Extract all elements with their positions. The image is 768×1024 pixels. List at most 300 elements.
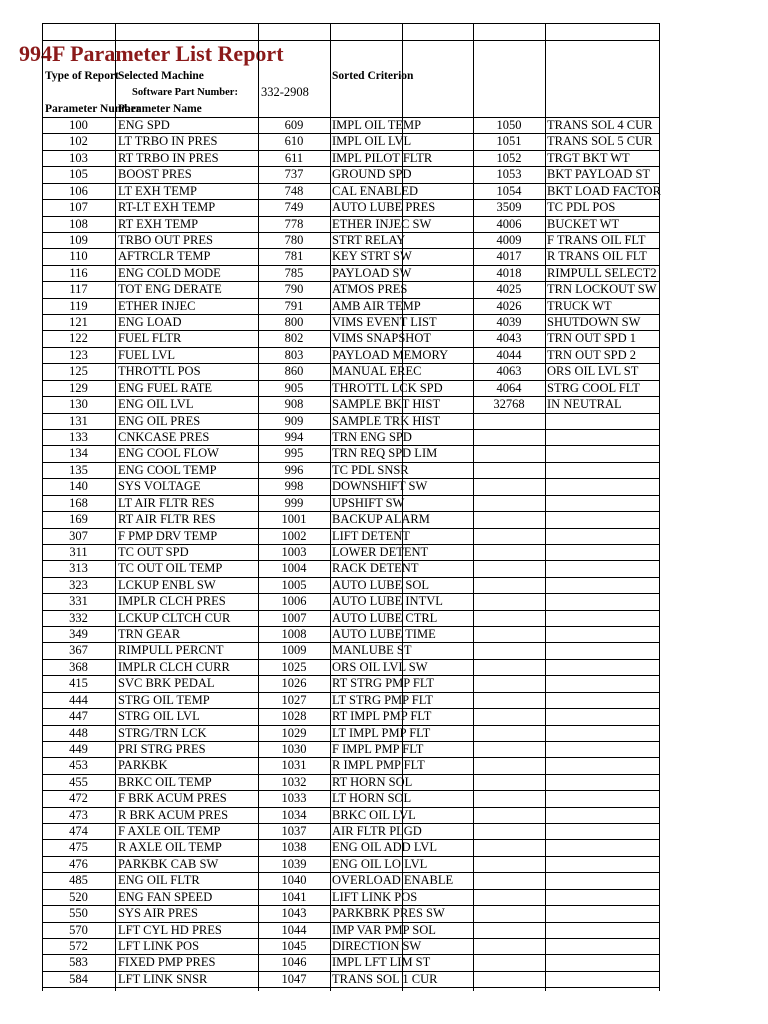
parameter-name: VIMS EVENT LIST [332, 315, 437, 329]
parameter-name: IMPL PILOT FLTR [332, 151, 433, 165]
parameter-name: ATMOS PRES [332, 282, 408, 296]
parameter-number: 610 [284, 134, 304, 148]
parameter-number: 108 [69, 217, 88, 231]
parameter-name: F AXLE OIL TEMP [118, 824, 221, 838]
parameter-name: AUTO LUBE PRES [332, 200, 436, 214]
parameter-number: 1028 [281, 709, 307, 723]
parameter-name: TRUCK WT [547, 299, 612, 313]
parameter-name: RT HORN SOL [332, 775, 413, 789]
report-title: 994F Parameter List Report [19, 41, 284, 66]
parameter-name: MANUAL EREC [332, 364, 422, 378]
parameter-name: F BRK ACUM PRES [118, 791, 227, 805]
parameter-name: LIFT DETENT [332, 529, 410, 543]
sorted-criterion-label: Sorted Criterion [332, 70, 414, 82]
grid-hline [42, 314, 659, 315]
parameter-number: 100 [69, 118, 88, 132]
grid-hline [42, 610, 659, 611]
grid-hline [42, 987, 659, 988]
parameter-number: 994 [284, 430, 304, 444]
parameter-name: PARKBK [118, 758, 168, 772]
parameter-name: F IMPL PMP FLT [332, 742, 424, 756]
parameter-name: TRN ENG SPD [332, 430, 412, 444]
grid-hline [42, 790, 659, 791]
parameter-number: 4064 [496, 381, 522, 395]
grid-hline [42, 741, 659, 742]
parameter-number: 133 [69, 430, 88, 444]
parameter-name: LOWER DETENT [332, 545, 429, 559]
parameter-number: 332 [69, 611, 88, 625]
parameter-number: 1033 [281, 791, 307, 805]
grid-hline [42, 445, 659, 446]
grid-hline [42, 199, 659, 200]
parameter-name: LT EXH TEMP [118, 184, 197, 198]
parameter-name: STRT RELAY [332, 233, 406, 247]
grid-hline [42, 954, 659, 955]
parameter-number: 4025 [496, 282, 522, 296]
parameter-name: ENG OIL LVL [118, 397, 194, 411]
parameter-name: MANLUBE ST [332, 643, 412, 657]
grid-hline [42, 905, 659, 906]
parameter-name: RIMPULL SELECT2 [547, 266, 657, 280]
parameter-name: AMB AIR TEMP [332, 299, 421, 313]
parameter-name: IMP VAR PMP SOL [332, 923, 436, 937]
parameter-name: CNKCASE PRES [118, 430, 210, 444]
parameter-number: 905 [284, 381, 304, 395]
parameter-number: 1006 [281, 594, 307, 608]
parameter-name: IMPL OIL TEMP [332, 118, 422, 132]
parameter-number: 1043 [281, 906, 307, 920]
parameter-number: 520 [69, 890, 88, 904]
grid-hline [42, 216, 659, 217]
parameter-number: 313 [69, 561, 88, 575]
parameter-name: TOT ENG DERATE [118, 282, 222, 296]
parameter-name: TC PDL POS [547, 200, 616, 214]
parameter-name: KEY STRT SW [332, 249, 412, 263]
parameter-number: 121 [69, 315, 88, 329]
parameter-number: 485 [69, 873, 88, 887]
parameter-number: 1008 [281, 627, 307, 641]
parameter-number: 1045 [281, 939, 307, 953]
grid-hline [42, 462, 659, 463]
parameter-name: DOWNSHIFT SW [332, 479, 428, 493]
parameter-number: 134 [69, 446, 88, 460]
parameter-name: LT HORN SOL [332, 791, 412, 805]
grid-vline [659, 23, 660, 991]
parameter-name: AFTRCLR TEMP [118, 249, 211, 263]
parameter-number: 331 [69, 594, 88, 608]
parameter-number: 800 [284, 315, 304, 329]
parameter-number: 135 [69, 463, 88, 477]
parameter-number: 323 [69, 578, 88, 592]
parameter-number: 32768 [493, 397, 525, 411]
parameter-number: 785 [284, 266, 304, 280]
parameter-name: LIFT LINK POS [332, 890, 418, 904]
parameter-number: 1053 [496, 167, 522, 181]
grid-hline [42, 757, 659, 758]
parameter-name: THROTTL LCK SPD [332, 381, 443, 395]
grid-hline [42, 626, 659, 627]
parameter-name: FIXED PMP PRES [118, 955, 216, 969]
grid-hline [42, 560, 659, 561]
parameter-number: 1040 [281, 873, 307, 887]
parameter-number: 415 [69, 676, 88, 690]
parameter-name: R TRANS OIL FLT [547, 249, 647, 263]
parameter-number: 1032 [281, 775, 307, 789]
parameter-number: 790 [284, 282, 304, 296]
grid-hline [42, 872, 659, 873]
parameter-name: ENG OIL PRES [118, 414, 201, 428]
parameter-name: LFT CYL HD PRES [118, 923, 222, 937]
grid-hline [42, 133, 659, 134]
parameter-number: 1039 [281, 857, 307, 871]
parameter-name: TRANS SOL 4 CUR [547, 118, 653, 132]
parameter-name: LT IMPL PMP FLT [332, 726, 431, 740]
parameter-number: 368 [69, 660, 88, 674]
parameter-name: SYS AIR PRES [118, 906, 198, 920]
parameter-name: VIMS SNAPSHOT [332, 331, 431, 345]
parameter-number: 1038 [281, 840, 307, 854]
parameter-name: FUEL FLTR [118, 331, 182, 345]
parameter-name: PARKBK CAB SW [118, 857, 219, 871]
parameter-number: 474 [69, 824, 88, 838]
parameter-number: 447 [69, 709, 88, 723]
grid-hline [42, 675, 659, 676]
grid-hline [42, 478, 659, 479]
parameter-number: 1029 [281, 726, 307, 740]
parameter-name: THROTTL POS [118, 364, 201, 378]
parameter-name: PRI STRG PRES [118, 742, 206, 756]
parameter-number: 737 [284, 167, 304, 181]
parameter-number: 1004 [281, 561, 307, 575]
parameter-number: 311 [69, 545, 88, 559]
parameter-number: 1030 [281, 742, 307, 756]
parameter-number: 448 [69, 726, 88, 740]
parameter-name: AUTO LUBE INTVL [332, 594, 443, 608]
grid-hline [42, 429, 659, 430]
parameter-name: OVERLOAD ENABLE [332, 873, 454, 887]
parameter-name: LFT LINK SNSR [118, 972, 208, 986]
parameter-number: 1002 [281, 529, 307, 543]
parameter-number: 140 [69, 479, 88, 493]
grid-hline [42, 265, 659, 266]
grid-hline [42, 396, 659, 397]
param-number-header: Parameter Number [45, 103, 141, 115]
grid-hline [42, 413, 659, 414]
grid-vline [402, 23, 403, 991]
parameter-name: IMPLR CLCH PRES [118, 594, 226, 608]
grid-hline [42, 23, 659, 24]
parameter-number: 4044 [496, 348, 522, 362]
parameter-number: 107 [69, 200, 88, 214]
grid-hline [42, 823, 659, 824]
parameter-name: SAMPLE TRK HIST [332, 414, 441, 428]
parameter-number: 117 [69, 282, 88, 296]
parameter-number: 999 [284, 496, 304, 510]
grid-hline [42, 298, 659, 299]
parameter-name: IMPL OIL LVL [332, 134, 412, 148]
parameter-name: RT-LT EXH TEMP [118, 200, 216, 214]
parameter-name: TRN REQ SPD LIM [332, 446, 438, 460]
parameter-number: 1051 [496, 134, 522, 148]
parameter-name: DIRECTION SW [332, 939, 422, 953]
parameter-number: 168 [69, 496, 88, 510]
parameter-name: R IMPL PMP FLT [332, 758, 425, 772]
grid-hline [42, 593, 659, 594]
parameter-name: ENG OIL LO LVL [332, 857, 428, 871]
parameter-number: 998 [284, 479, 304, 493]
grid-hline [42, 511, 659, 512]
parameter-name: ENG COLD MODE [118, 266, 221, 280]
grid-hline [42, 528, 659, 529]
parameter-number: 116 [69, 266, 88, 280]
parameter-number: 4006 [496, 217, 522, 231]
parameter-name: FUEL LVL [118, 348, 176, 362]
parameter-number: 169 [69, 512, 88, 526]
parameter-number: 908 [284, 397, 304, 411]
parameter-name: PARKBRK PRES SW [332, 906, 445, 920]
grid-hline [42, 971, 659, 972]
parameter-number: 1054 [496, 184, 522, 198]
parameter-number: 1052 [496, 151, 522, 165]
grid-hline [42, 281, 659, 282]
grid-hline [42, 774, 659, 775]
parameter-number: 4043 [496, 331, 522, 345]
parameter-number: 125 [69, 364, 88, 378]
parameter-number: 1026 [281, 676, 307, 690]
parameter-name: GROUND SPD [332, 167, 412, 181]
grid-hline [42, 659, 659, 660]
parameter-name: TRBO OUT PRES [118, 233, 213, 247]
grid-hline [42, 577, 659, 578]
parameter-number: 995 [284, 446, 304, 460]
parameter-name: RT STRG PMP FLT [332, 676, 434, 690]
grid-hline [42, 183, 659, 184]
parameter-name: TRN OUT SPD 2 [547, 348, 637, 362]
parameter-name: ORS OIL LVL SW [332, 660, 428, 674]
parameter-number: 803 [284, 348, 304, 362]
grid-hline [42, 938, 659, 939]
param-name-header: Parameter Name [118, 103, 202, 115]
parameter-name: BRKC OIL TEMP [118, 775, 212, 789]
grid-hline [42, 232, 659, 233]
parameter-name: ENG OIL ADD LVL [332, 840, 437, 854]
grid-hline [42, 544, 659, 545]
parameter-number: 105 [69, 167, 88, 181]
parameter-number: 349 [69, 627, 88, 641]
parameter-number: 996 [284, 463, 304, 477]
grid-hline [42, 495, 659, 496]
parameter-number: 119 [69, 299, 88, 313]
parameter-number: 129 [69, 381, 88, 395]
parameter-number: 550 [69, 906, 88, 920]
selected-machine-label: Selected Machine [118, 70, 204, 82]
parameter-name: F TRANS OIL FLT [547, 233, 646, 247]
parameter-number: 4018 [496, 266, 522, 280]
parameter-number: 3509 [496, 200, 522, 214]
grid-hline [42, 708, 659, 709]
parameter-number: 1007 [281, 611, 307, 625]
parameter-name: ENG FUEL RATE [118, 381, 212, 395]
parameter-number: 1046 [281, 955, 307, 969]
type-of-report-label: Type of Report [45, 70, 119, 82]
grid-hline [42, 889, 659, 890]
grid-hline [42, 380, 659, 381]
parameter-name: ENG FAN SPEED [118, 890, 213, 904]
parameter-name: TC PDL SNSR [332, 463, 409, 477]
grid-vline [42, 23, 43, 991]
grid-vline [258, 23, 259, 991]
parameter-number: 1047 [281, 972, 307, 986]
parameter-name: STRG/TRN LCK [118, 726, 207, 740]
grid-vline [330, 23, 331, 991]
parameter-number: 131 [69, 414, 88, 428]
grid-hline [42, 150, 659, 151]
parameter-name: UPSHIFT SW [332, 496, 405, 510]
parameter-number: 4063 [496, 364, 522, 378]
parameter-name: STRG OIL LVL [118, 709, 200, 723]
parameter-number: 1041 [281, 890, 307, 904]
parameter-number: 1009 [281, 643, 307, 657]
parameter-number: 860 [284, 364, 304, 378]
parameter-number: 583 [69, 955, 88, 969]
parameter-number: 802 [284, 331, 304, 345]
parameter-name: RT IMPL PMP FLT [332, 709, 432, 723]
parameter-name: TC OUT SPD [118, 545, 189, 559]
grid-hline [42, 40, 659, 41]
grid-hline [42, 347, 659, 348]
parameter-name: LFT LINK POS [118, 939, 200, 953]
parameter-name: SAMPLE BKT HIST [332, 397, 441, 411]
software-part-label: Software Part Number: [132, 87, 238, 98]
grid-hline [42, 922, 659, 923]
parameter-name: TRANS SOL 1 CUR [332, 972, 438, 986]
parameter-number: 781 [284, 249, 304, 263]
parameter-number: 1001 [281, 512, 307, 526]
parameter-name: RT AIR FLTR RES [118, 512, 216, 526]
parameter-name: AUTO LUBE CTRL [332, 611, 438, 625]
parameter-number: 307 [69, 529, 88, 543]
parameter-name: TRANS SOL 5 CUR [547, 134, 653, 148]
parameter-name: ENG OIL FLTR [118, 873, 200, 887]
parameter-name: R BRK ACUM PRES [118, 808, 229, 822]
parameter-name: ENG COOL TEMP [118, 463, 217, 477]
grid-hline [42, 725, 659, 726]
parameter-number: 1031 [281, 758, 307, 772]
parameter-number: 570 [69, 923, 88, 937]
parameter-name: BKT LOAD FACTOR [547, 184, 661, 198]
parameter-name: SHUTDOWN SW [547, 315, 641, 329]
parameter-name: LT TRBO IN PRES [118, 134, 218, 148]
parameter-name: SVC BRK PEDAL [118, 676, 215, 690]
parameter-name: BACKUP ALARM [332, 512, 430, 526]
parameter-name: PAYLOAD MEMORY [332, 348, 449, 362]
parameter-number: 103 [69, 151, 88, 165]
parameter-number: 4026 [496, 299, 522, 313]
parameter-number: 1050 [496, 118, 522, 132]
parameter-number: 748 [284, 184, 304, 198]
grid-hline [42, 839, 659, 840]
parameter-name: LCKUP ENBL SW [118, 578, 216, 592]
parameter-number: 102 [69, 134, 88, 148]
parameter-name: ENG SPD [118, 118, 170, 132]
parameter-number: 611 [284, 151, 304, 165]
parameter-name: AIR FLTR PLGD [332, 824, 422, 838]
parameter-name: STRG OIL TEMP [118, 693, 210, 707]
grid-hline [42, 330, 659, 331]
parameter-name: RIMPULL PERCNT [118, 643, 224, 657]
parameter-name: CAL ENABLED [332, 184, 418, 198]
parameter-name: ENG LOAD [118, 315, 182, 329]
parameter-number: 4017 [496, 249, 522, 263]
grid-vline [545, 23, 546, 991]
parameter-number: 1025 [281, 660, 307, 674]
grid-vline [473, 23, 474, 991]
parameter-number: 449 [69, 742, 88, 756]
parameter-number: 109 [69, 233, 88, 247]
parameter-number: 106 [69, 184, 88, 198]
parameter-number: 909 [284, 414, 304, 428]
parameter-number: 455 [69, 775, 88, 789]
parameter-name: ETHER INJEC [118, 299, 196, 313]
parameter-number: 367 [69, 643, 88, 657]
parameter-name: R AXLE OIL TEMP [118, 840, 222, 854]
parameter-number: 110 [69, 249, 88, 263]
parameter-number: 609 [284, 118, 304, 132]
parameter-number: 473 [69, 808, 88, 822]
parameter-number: 475 [69, 840, 88, 854]
parameter-name: BRKC OIL LVL [332, 808, 416, 822]
parameter-name: ETHER INJEC SW [332, 217, 432, 231]
parameter-name: F PMP DRV TEMP [118, 529, 218, 543]
parameter-name: TRN GEAR [118, 627, 181, 641]
grid-hline [42, 117, 659, 118]
parameter-name: AUTO LUBE TIME [332, 627, 436, 641]
parameter-name: RT EXH TEMP [118, 217, 199, 231]
grid-hline [42, 166, 659, 167]
parameter-number: 472 [69, 791, 88, 805]
grid-hline [42, 856, 659, 857]
parameter-number: 476 [69, 857, 88, 871]
parameter-number: 1027 [281, 693, 307, 707]
parameter-name: TRGT BKT WT [547, 151, 630, 165]
parameter-number: 122 [69, 331, 88, 345]
parameter-name: PAYLOAD SW [332, 266, 412, 280]
parameter-number: 1005 [281, 578, 307, 592]
grid-hline [42, 642, 659, 643]
parameter-number: 1037 [281, 824, 307, 838]
parameter-number: 4039 [496, 315, 522, 329]
parameter-name: ENG COOL FLOW [118, 446, 219, 460]
parameter-name: BUCKET WT [547, 217, 620, 231]
parameter-number: 1003 [281, 545, 307, 559]
parameter-number: 584 [69, 972, 88, 986]
parameter-name: TRN LOCKOUT SW [547, 282, 657, 296]
parameter-name: ORS OIL LVL ST [547, 364, 639, 378]
parameter-name: TC OUT OIL TEMP [118, 561, 223, 575]
grid-hline [42, 692, 659, 693]
parameter-number: 453 [69, 758, 88, 772]
parameter-name: RACK DETENT [332, 561, 419, 575]
grid-hline [42, 363, 659, 364]
parameter-number: 778 [284, 217, 304, 231]
parameter-number: 572 [69, 939, 88, 953]
parameter-number: 1044 [281, 923, 307, 937]
parameter-number: 1034 [281, 808, 307, 822]
parameter-name: LT AIR FLTR RES [118, 496, 215, 510]
parameter-name: BOOST PRES [118, 167, 192, 181]
parameter-name: RT TRBO IN PRES [118, 151, 219, 165]
parameter-name: TRN OUT SPD 1 [547, 331, 637, 345]
